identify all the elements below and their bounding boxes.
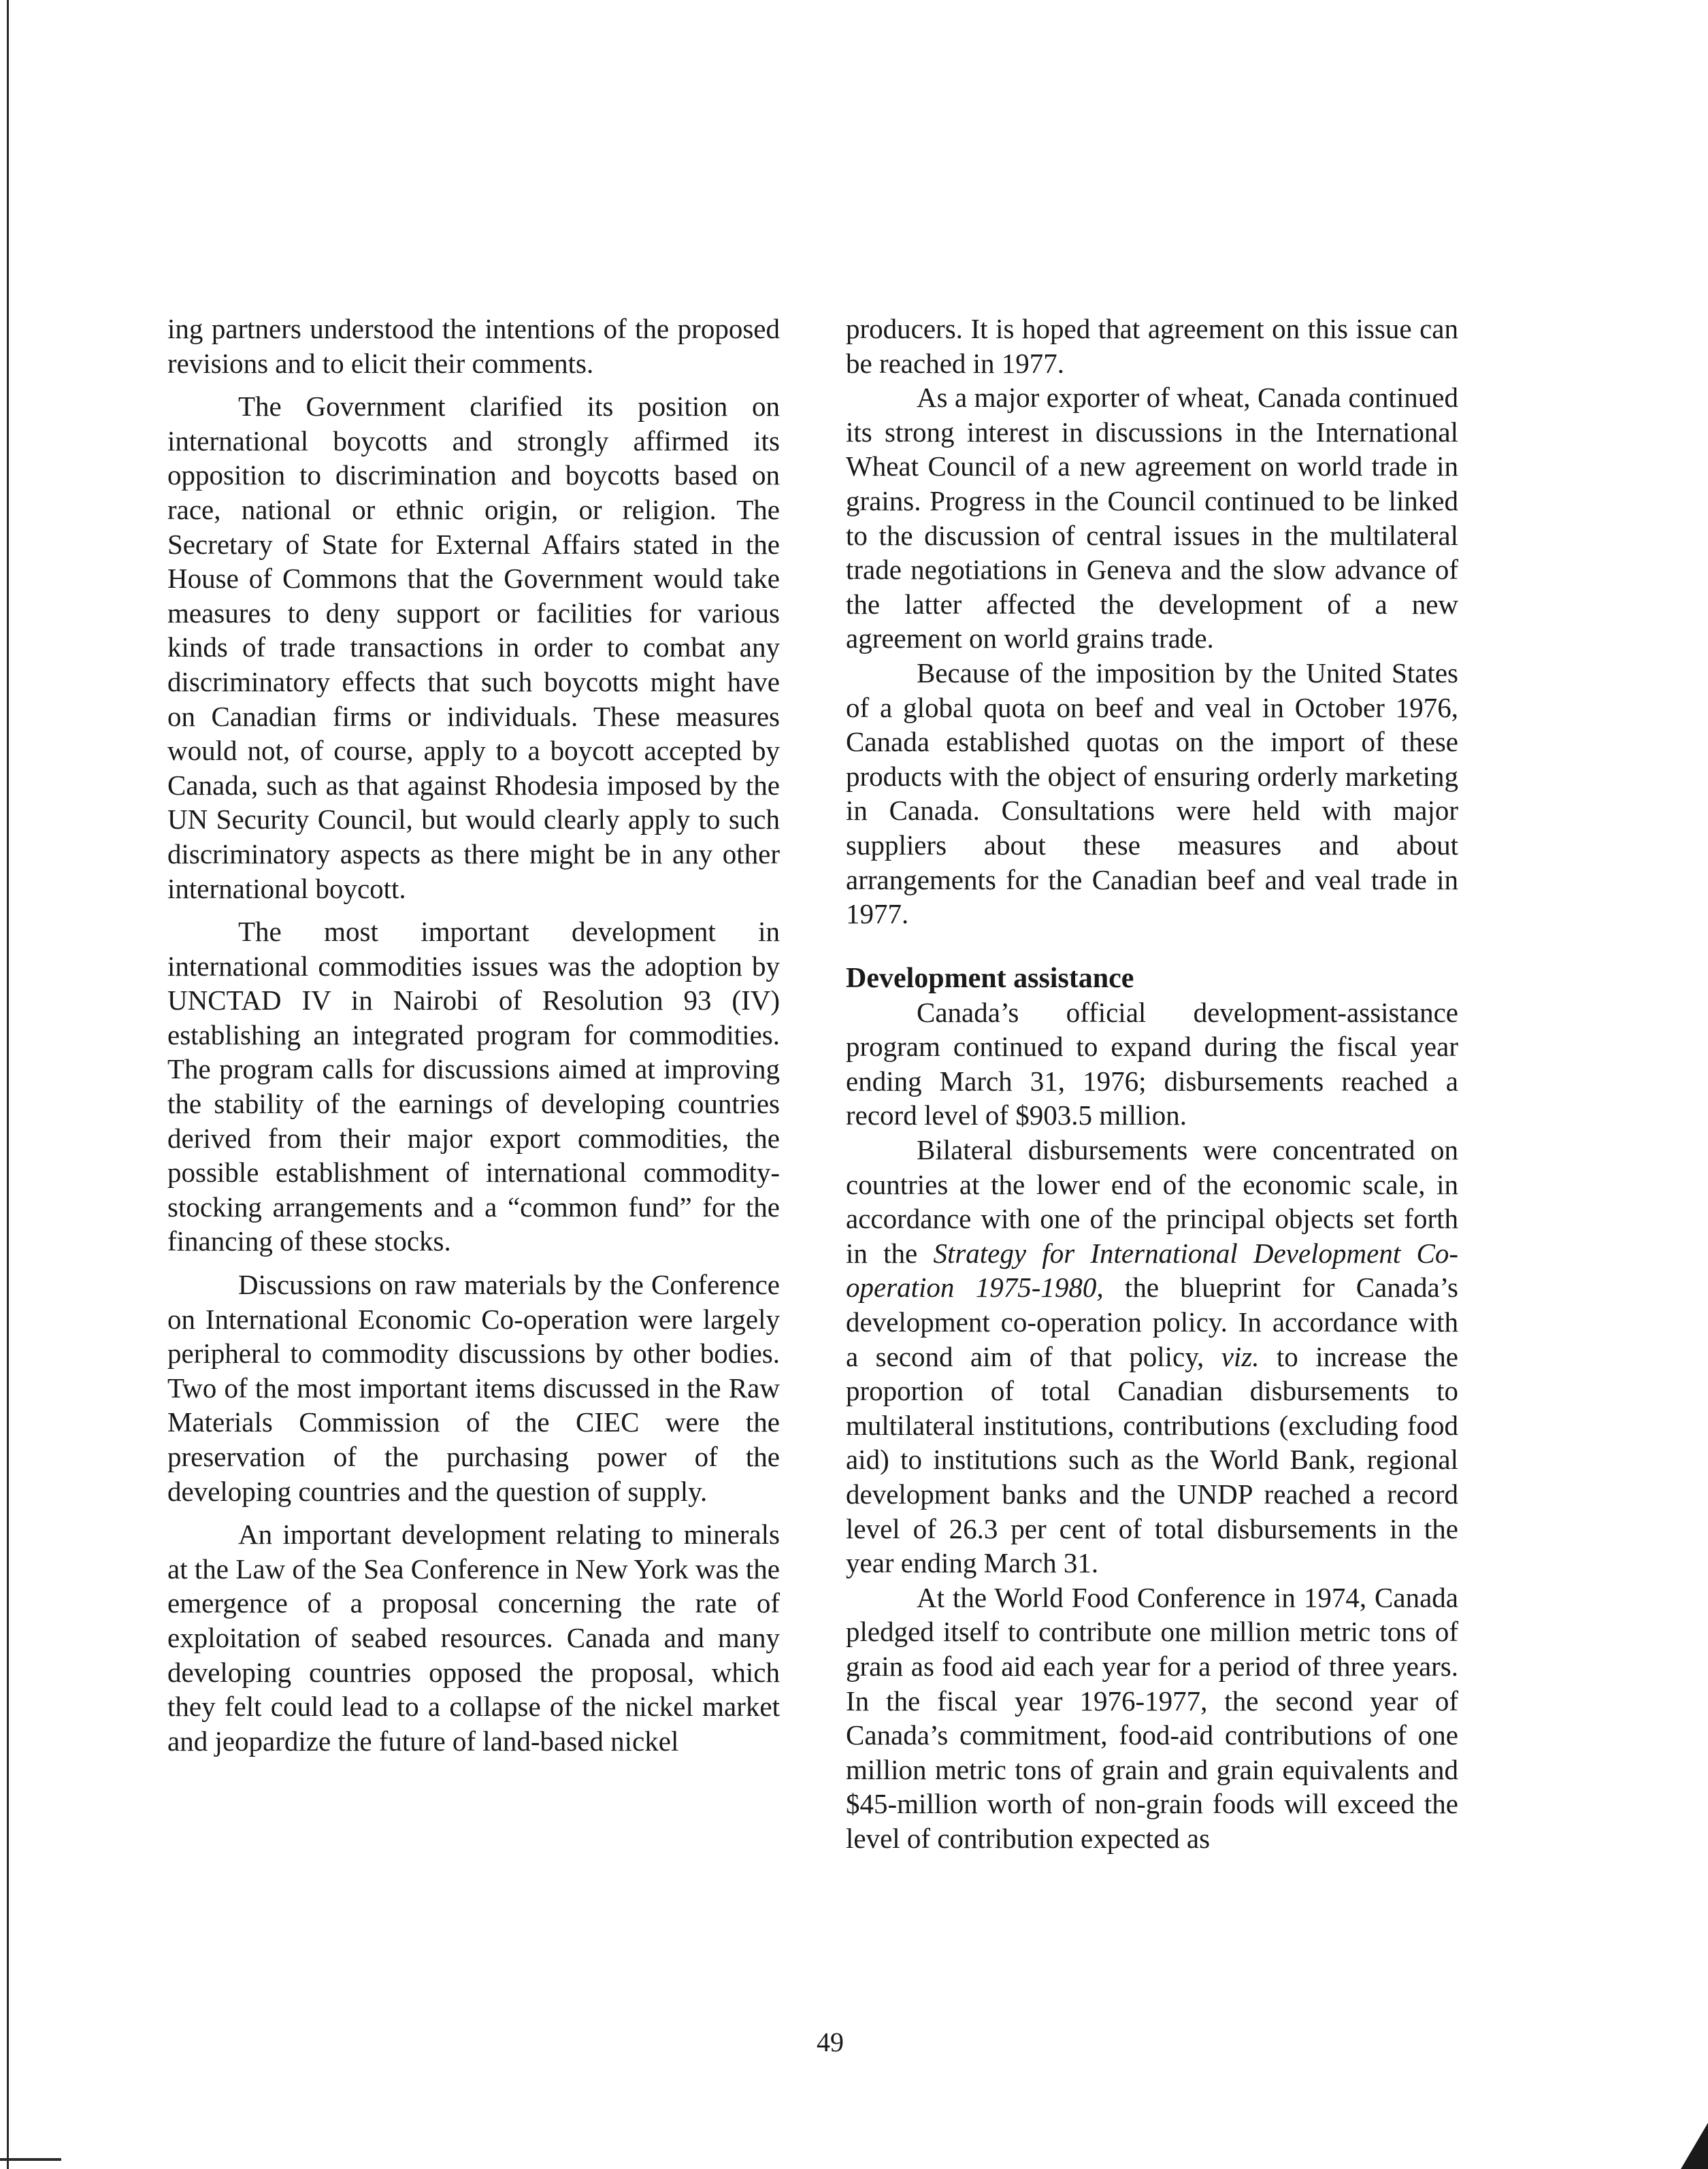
scan-corner-mark (1681, 2123, 1708, 2169)
viz-abbreviation: viz. (1221, 1340, 1260, 1372)
right-paragraph-1: producers. It is hoped that agreement on this issue can be reached in 1977. (846, 313, 1458, 379)
right-paragraph-5 (846, 1133, 1458, 1580)
strategy-document-title: Strategy for International Development Co-operation 1975-1980, (846, 1237, 1458, 1304)
left-paragraph-1: ing partners understood the intentions of the proposed revisions and to elicit their comments. (167, 313, 780, 379)
left-paragraph-5: An important development relating to minerals at the Law of the Sea Conference in New York was the emergence of a proposal concerning the rate of exploitation of seabed resources. Canada and many developing countries opposed the proposal, which they felt could lead to a collapse of the nickel market and jeopardize the future of land-based nickel (167, 1519, 780, 1757)
section-heading-development-assistance: Development assistance (846, 962, 1134, 994)
right-paragraph-4: Canada’s official development-assistance program continued to expand during the fiscal year ending March 31, 1976; disbursements reached a record level of $903.5 million. (846, 996, 1458, 1131)
left-paragraph-3: The most important development in international commodities issues was the adoption by UNCTAD IV in Nairobi of Resolution 93 (IV) establishing an integrated program for commodities. The program calls for discussions aimed at improving the stability of the earnings of developing countries derived from their major export commodities, the possible establishment of international commodity-stocking arrangements and a “common fund” for the financing of these stocks. (167, 916, 780, 1257)
left-paragraph-2: The Government clarified its position on international boycotts and strongly affirmed its opposition to discrimination and boycotts based on race, national or ethnic origin, or religion. The Secretary of State for External Affairs stated in the House of Commons that the Government would take measures to deny support or facilities for various kinds of trade transactions in order to combat any discriminatory effects that such boycotts might have on Canadian firms or individuals. These measures would not, of course, apply to a boycott accepted by Canada, such as that against Rhodesia imposed by the UN Security Council, but would clearly apply to such discriminatory aspects as there might be in any other international boycott. (167, 391, 780, 904)
scan-edge-left (7, 0, 9, 2169)
right-paragraph-5-part-c: to increase the proportion of total Canadian disbursements to multilateral institutions, contributions (excluding food aid) to institutions such as the World Bank, regional development banks and the UNDP reached a record level of 26.3 per cent of total disbursements in the year ending March 31. (846, 1340, 1459, 1579)
left-column (167, 312, 780, 1758)
right-paragraph-2: As a major exporter of wheat, Canada continued its strong interest in discussions in the International Wheat Council of a new agreement on world trade in grains. Progress in the Council continued to be linked to the discussion of central issues in the multilateral trade negotiations in Geneva and the slow advance of the latter affected the development of a new agreement on world grains trade. (846, 382, 1458, 655)
right-paragraph-5-part-b: the blueprint for Canada’s development co-operation policy. In accordance with a second aim of that policy, (846, 1272, 1458, 1372)
right-paragraph-3: Because of the imposition by the United States of a global quota on beef and veal in October 1976, Canada established quotas on the import of these products with the object of ensuring orderly marketing in Canada. Consultations were held with major suppliers about these measures and about arrangements for the Canadian beef and veal trade in 1977. (846, 657, 1458, 930)
right-paragraph-5-part-a: Bilateral disbursements were concentrated on countries at the lower end of the economic scale, in accordance with one of the principal objects set forth in the (846, 1134, 1458, 1269)
right-column (846, 312, 1458, 1856)
page-number: 49 (817, 2027, 844, 2057)
scan-edge-bottom (0, 2158, 61, 2161)
right-paragraph-6: At the World Food Conference in 1974, Canada pledged itself to contribute one million metric tons of grain as food aid each year for a period of three years. In the fiscal year 1976-1977, the second year of Canada’s commitment, food-aid contributions of one million metric tons of grain and grain equivalents and $45-million worth of non-grain foods will exceed the level of contribution expected as (846, 1581, 1458, 1854)
left-paragraph-4: Discussions on raw materials by the Conference on International Economic Co-operation were largely peripheral to commodity discussions by other bodies. Two of the most important items discussed in the Raw Materials Commission of the CIEC were the preservation of the purchasing power of the developing countries and the question of supply. (167, 1269, 780, 1507)
